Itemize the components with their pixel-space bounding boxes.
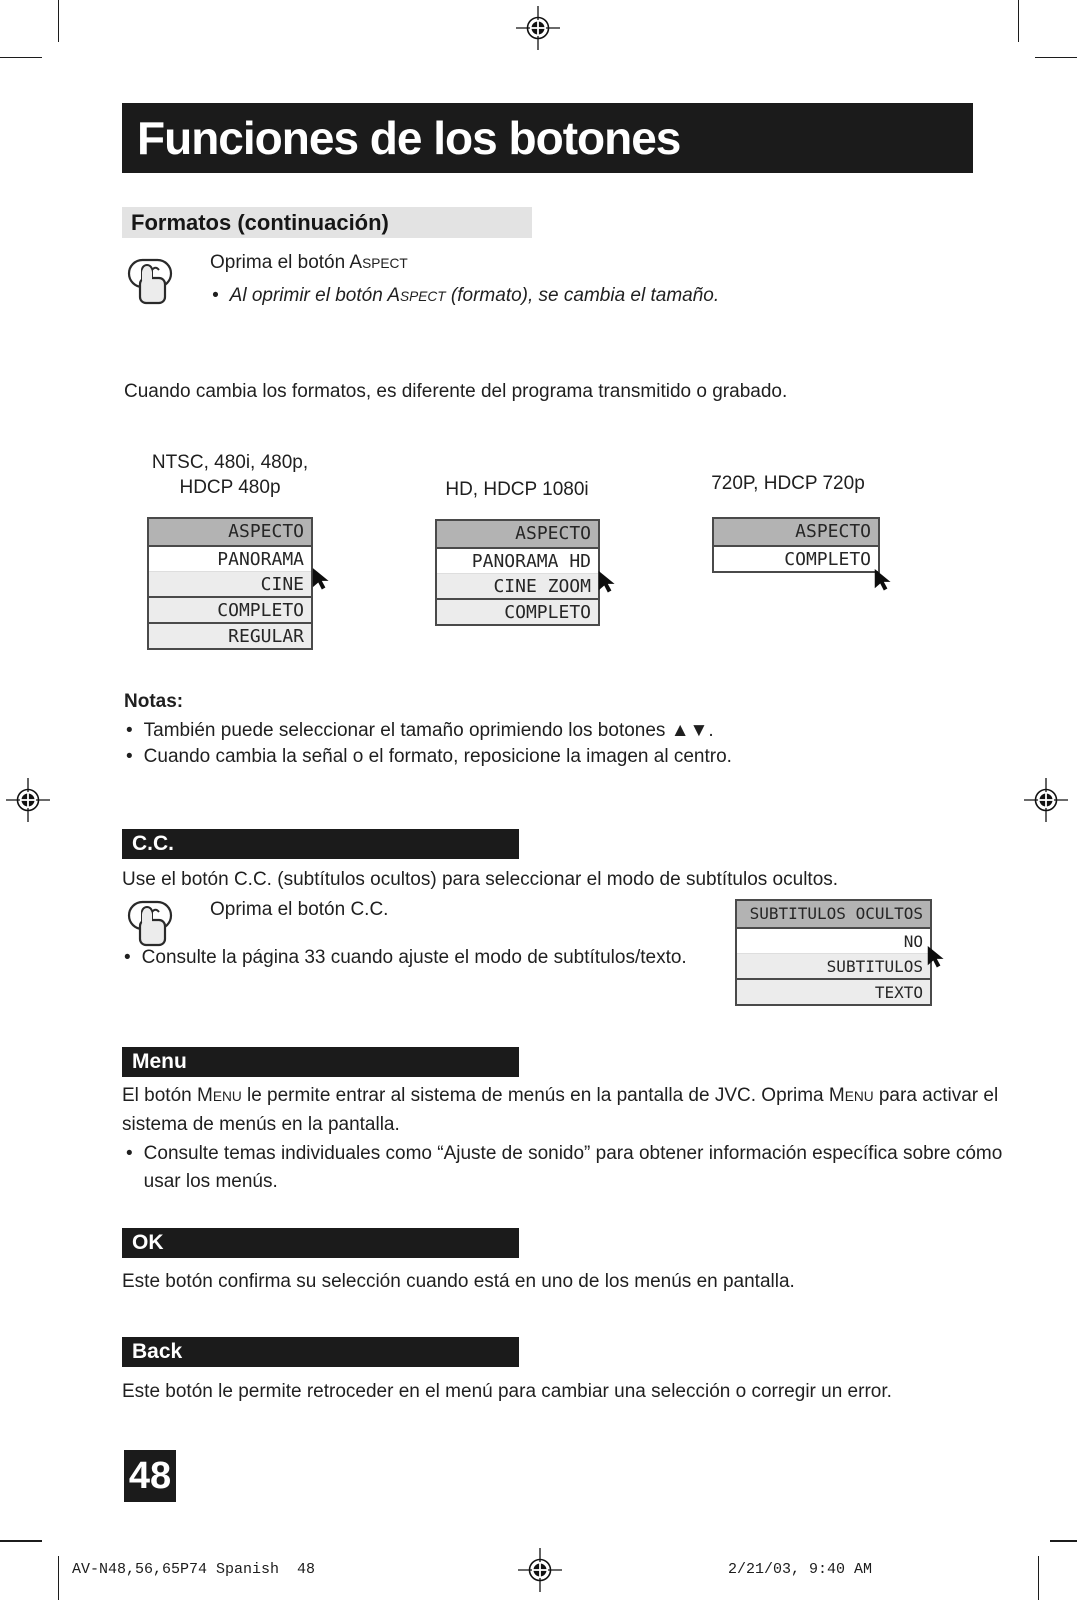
press-button-hand-icon bbox=[127, 895, 173, 947]
bullet-icon: • bbox=[212, 285, 219, 306]
arrow-cursor-icon bbox=[926, 946, 946, 968]
osd-option: CINE ZOOM bbox=[437, 573, 598, 598]
arrow-cursor-icon bbox=[873, 569, 893, 591]
menu-paragraph: El botón MENU le permite entrar al sistema de menús en la pantalla de JVC. Oprima MENU para activar el sistema de menús en la pantalla. bbox=[122, 1085, 999, 1135]
section-heading-back: Back bbox=[122, 1337, 519, 1367]
page-title: Funciones de los botones bbox=[122, 103, 973, 173]
aspect-menu-720p bbox=[712, 517, 880, 573]
crop-mark bbox=[1035, 57, 1077, 58]
crop-mark bbox=[58, 0, 59, 42]
aspect-button-label: SPECT bbox=[362, 256, 408, 271]
crop-mark bbox=[0, 57, 42, 58]
registration-mark-icon bbox=[518, 1548, 562, 1592]
crop-mark bbox=[1018, 0, 1019, 42]
osd-option: REGULAR bbox=[149, 622, 311, 648]
ok-paragraph: Este botón confirma su selección cuando está en uno de los menús en pantalla. bbox=[122, 1271, 795, 1292]
aspect-menu-1080i bbox=[435, 519, 600, 626]
cc-intro: Use el botón C.C. (subtítulos ocultos) para seleccionar el modo de subtítulos ocultos. bbox=[122, 869, 839, 890]
osd-menu-header: ASPECTO bbox=[437, 521, 598, 547]
osd-selected-item: COMPLETO bbox=[714, 545, 878, 571]
osd-menu-header: SUBTITULOS OCULTOS bbox=[737, 901, 930, 927]
menu-button-label: ENU bbox=[212, 1089, 242, 1104]
menu-button-label: ENU bbox=[844, 1089, 874, 1104]
section-heading-formatos: Formatos (continuación) bbox=[122, 207, 532, 238]
osd-option: COMPLETO bbox=[149, 596, 311, 622]
formats-intro: Cuando cambia los formatos, es diferente del programa transmitido o grabado. bbox=[124, 381, 788, 402]
crop-mark bbox=[1038, 1556, 1039, 1600]
bullet-icon: • bbox=[126, 1143, 133, 1164]
osd-menu-header: ASPECTO bbox=[714, 519, 878, 545]
footer-timestamp: 2/21/03, 9:40 AM bbox=[728, 1561, 873, 1578]
closed-caption-menu bbox=[735, 899, 932, 1006]
press-cc-instruction: Oprima el botón C.C. bbox=[210, 899, 389, 920]
arrow-cursor-icon bbox=[597, 571, 617, 593]
section-heading-menu: Menu bbox=[122, 1047, 519, 1077]
note-item: • Cuando cambia la señal o el formato, reposicione la imagen al centro. bbox=[126, 746, 732, 767]
crop-mark bbox=[1050, 1540, 1077, 1542]
aspect-note: • Al oprimir el botón ASPECT (formato), se cambia el tamaño. bbox=[212, 285, 720, 306]
menu-note: • Consulte temas individuales como “Ajuste de sonido” para obtener información específica sobre cómo usar los menús. bbox=[126, 1140, 1006, 1196]
section-heading-ok: OK bbox=[122, 1228, 519, 1258]
press-button-hand-icon bbox=[127, 253, 173, 305]
osd-menu-header: ASPECTO bbox=[149, 519, 311, 545]
crop-mark bbox=[0, 1540, 42, 1542]
back-paragraph: Este botón le permite retroceder en el menú para cambiar una selección o corregir un error. bbox=[122, 1381, 892, 1402]
note-item: • También puede seleccionar el tamaño oprimiendo los botones ▲▼. bbox=[126, 720, 714, 741]
arrow-cursor-icon bbox=[311, 568, 331, 590]
section-heading-cc: C.C. bbox=[122, 829, 519, 859]
osd-option: CINE bbox=[149, 571, 311, 596]
osd-selected-item: NO bbox=[737, 927, 930, 953]
aspect-menu-480 bbox=[147, 517, 313, 650]
bullet-icon: • bbox=[126, 720, 133, 741]
registration-mark-icon bbox=[6, 778, 50, 822]
registration-mark-icon bbox=[1024, 778, 1068, 822]
osd-selected-item: PANORAMA bbox=[149, 545, 311, 571]
bullet-icon: • bbox=[126, 746, 133, 767]
signal-label-480: NTSC, 480i, 480p, HDCP 480p bbox=[151, 452, 309, 498]
osd-option: SUBTITULOS bbox=[737, 953, 930, 978]
osd-option: TEXTO bbox=[737, 978, 930, 1004]
signal-label-1080i: HD, HDCP 1080i bbox=[445, 479, 589, 500]
footer-file-info: AV-N48,56,65P74 Spanish 48 bbox=[72, 1561, 316, 1578]
osd-selected-item: PANORAMA HD bbox=[437, 547, 598, 573]
bullet-icon: • bbox=[124, 947, 131, 968]
crop-mark bbox=[58, 1556, 59, 1600]
notes-heading: Notas: bbox=[124, 691, 184, 712]
osd-option: COMPLETO bbox=[437, 598, 598, 624]
press-aspect-instruction: Oprima el botón ASPECT bbox=[210, 252, 408, 273]
signal-label-720p: 720P, HDCP 720p bbox=[711, 473, 865, 494]
page-number-badge: 48 bbox=[124, 1450, 176, 1502]
cc-note: • Consulte la página 33 cuando ajuste el modo de subtítulos/texto. bbox=[124, 947, 687, 968]
registration-mark-icon bbox=[516, 6, 560, 50]
